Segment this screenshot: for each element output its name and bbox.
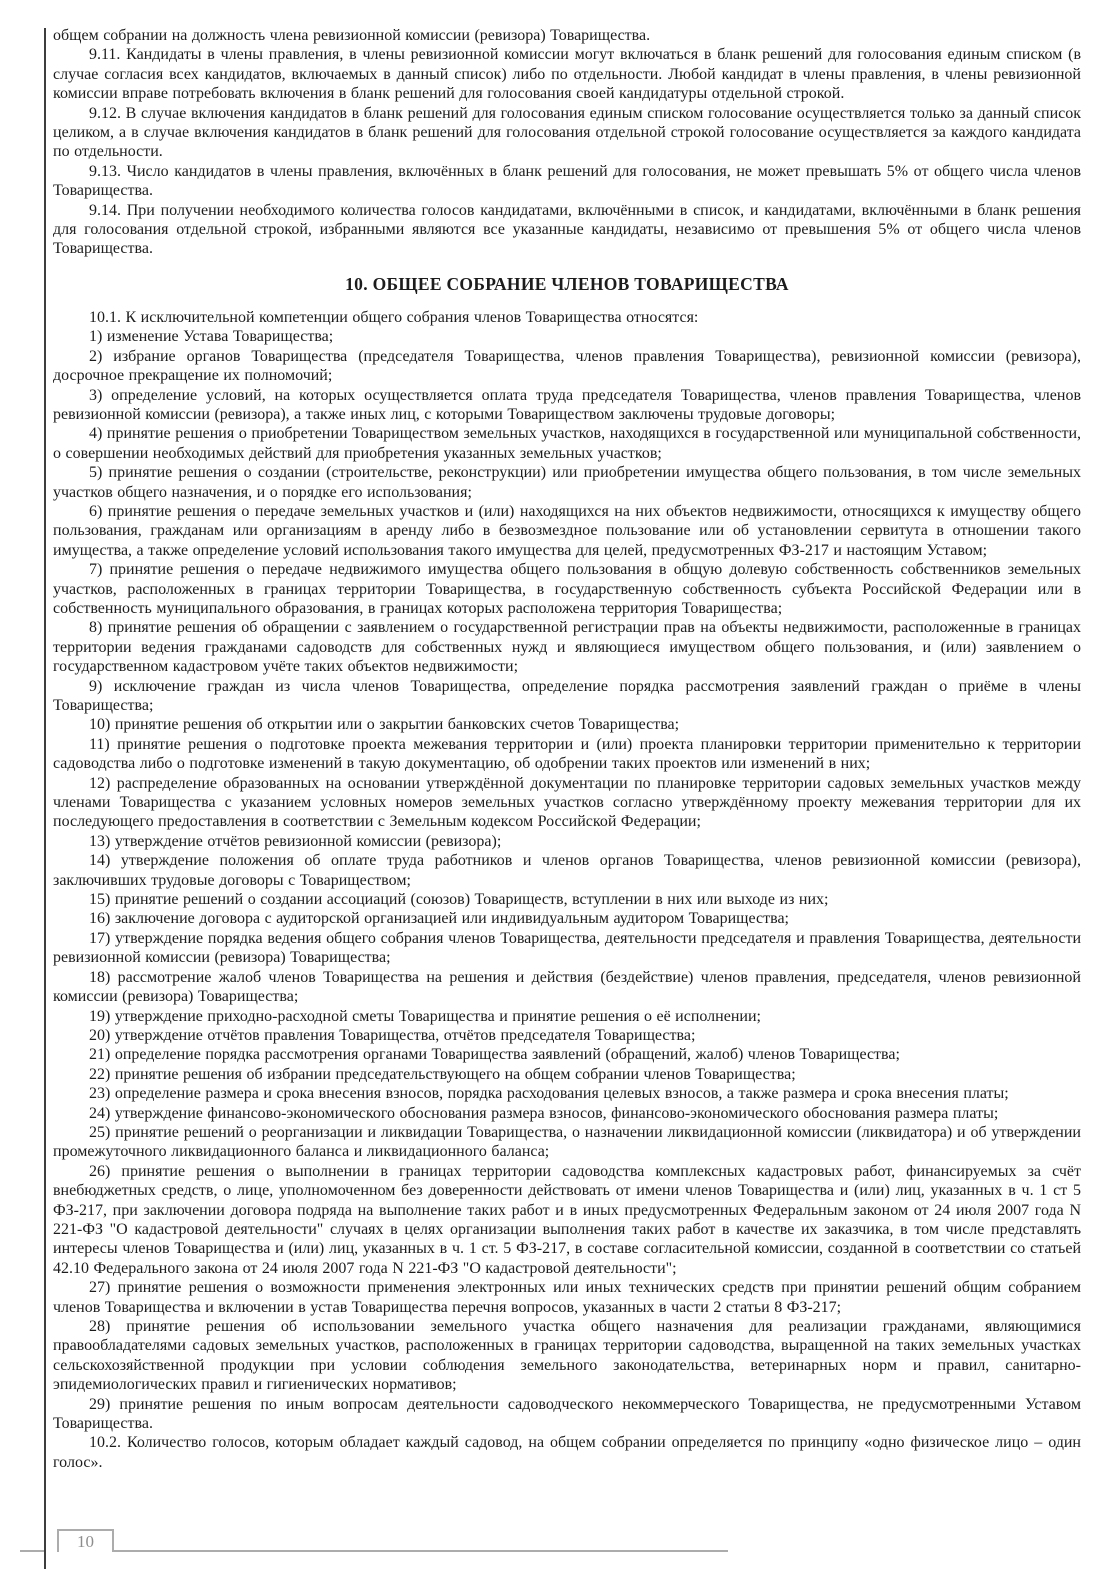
paragraph: 10.2. Количество голосов, которым обладает каждый садовод, на общем собрании определяется по принципу «одно физическое лицо – один голос». [53,1434,1081,1471]
paragraph: 25) принятие решений о реорганизации и ликвидации Товарищества, о назначении ликвидационной комиссии (ликвидатора) и об утверждении промежуточного ликвидационного баланса и ликвидационного баланса; [53,1123,1081,1161]
paragraph: 9.13. Число кандидатов в члены правления, включённых в бланк решений для голосования, не может превышать 5% от общего числа членов Товарищества. [53,162,1081,200]
paragraph: 2) избрание органов Товарищества (председателя Товарищества, членов правления Товарищества), ревизионной комиссии (ревизора), досрочное прекращение их полномочий; [53,347,1081,385]
paragraph: 10) принятие решения об открытии или о закрытии банковских счетов Товарищества; [89,716,680,734]
paragraph: 6) принятие решения о передаче земельных участков и (или) находящихся на них объектов недвижимости, относящихся к имуществу общего пользования, гражданам или организациям в аренду либо в безвозмездное пользование или об установлении сервитута в отношении такого имущества, а также определение условий использования такого имущества для целей, предусмотренных ФЗ-217 и настоящим Уставом; [53,502,1081,559]
paragraph: 21) определение порядка рассмотрения органами Товарищества заявлений (обращений, жалоб) членов Товарищества; [89,1046,900,1064]
paragraph: 11) принятие решения о подготовке проекта межевания территории и (или) проекта планировки территории применительно к территории садоводства либо о подготовке изменений в такую документацию, об одобрении таких проектов или изменений в них; [53,735,1081,773]
paragraph: 26) принятие решения о выполнении в границах территории садоводства комплексных кадастровых работ, финансируемых за счёт внебюджетных средств, о лице, уполномоченном без доверенности действовать от имени членов Товарищества и (или) лиц, указанных в ч. 1 ст 5 ФЗ-217, при заключении договора подряда на выполнение таких работ и в иных предусмотренных Федеральным законом от 24 июля 2007 года N 221-ФЗ "О кадастровой деятельности" случаях в целях организации выполнения таких работ в качестве их заказчика, в том числе представлять интересы членов Товарищества и (или) лиц, указанных в ч. 1 ст. 5 ФЗ-217, в составе согласительной комиссии, созданной в соответствии со статьей 42.10 Федерального закона от 24 июля 2007 года N 221-ФЗ "О кадастровой деятельности"; [53,1162,1081,1277]
paragraph: 18) рассмотрение жалоб членов Товарищества на решения и действия (бездействие) членов правления, председателя, членов ревизионной комиссии (ревизора) Товарищества; [53,968,1081,1006]
paragraph: 29) принятие решения по иным вопросам деятельности садоводческого некоммерческого Товарищества, не предусмотренными Уставом Товарищества. [53,1395,1081,1433]
page-number-tab [57,1529,114,1552]
paragraph: 22) принятие решения об избрании председательствующего на общем собрании членов Товарищества; [89,1065,796,1083]
footer-rule-right [112,1550,728,1552]
paragraph: 15) принятие решений о создании ассоциаций (союзов) Товариществ, вступлении в них или выходе из них; [89,891,829,909]
paragraph: 24) утверждение финансово-экономического обоснования размера взносов, финансово-экономического обоснования размера платы; [89,1104,999,1122]
paragraph: 8) принятие решения об обращении с заявлением о государственной регистрации прав на объекты недвижимости, расположенные в границах территории ведения гражданами садоводств для собственных нужд и являющиеся имуществом общего пользования, и (или) заявлением о государственном кадастровом учёте таких объектов недвижимости; [53,619,1081,676]
paragraph: 9.12. В случае включения кандидатов в бланк решений для голосования единым списком голосование осуществляется только за данный список целиком, а в случае включения кандидатов в бланк решений для голосования отдельной строкой голосование осуществляется за каждого кандидата по отдельности. [53,104,1081,161]
paragraph: 19) утверждение приходно-расходной сметы Товарищества и принятие решения о её исполнении; [89,1007,761,1025]
paragraph: 20) утверждение отчётов правления Товарищества, отчётов председателя Товарищества; [89,1026,696,1044]
paragraph: 17) утверждение порядка ведения общего собрания членов Товарищества, деятельности председателя и правления Товарищества, деятельности ревизионной комиссии (ревизора) Товарищества; [53,929,1081,967]
paragraph: 27) принятие решения о возможности применения электронных или иных технических средств при принятии решений общим собранием членов Товарищества и включении в устав Товарищества перечня вопросов, указанных в части 2 статьи 8 ФЗ-217; [53,1279,1081,1316]
paragraph: 23) определение размера и срока внесения взносов, порядка расходования целевых взносов, а также размера и срока внесения платы; [89,1085,1009,1103]
paragraph: 4) принятие решения о приобретении Товариществом земельных участков, находящихся в государственной или муниципальной собственности, о совершении необходимых действий для приобретения указанных земельных участков; [53,425,1081,462]
paragraph: 9.14. При получении необходимого количества голосов кандидатами, включёнными в список, и кандидатами, включёнными в бланк решения для голосования отдельной строкой, избранными являются все указанные кандидаты, независимо от превышения 5% от общего числа членов Товарищества. [53,201,1081,258]
paragraph: 7) принятие решения о передаче недвижимого имущества общего пользования в общую долевую собственность собственников земельных участков, расположенных в границах территории Товарищества, в государственную собственность субъекта Российской Федерации или в собственность муниципального образования, в границах которых расположена территория Товарищества; [53,561,1081,617]
paragraph: 13) утверждение отчётов ревизионной комиссии (ревизора); [89,832,502,850]
paragraph: 14) утверждение положения об оплате труда работников и членов органов Товарищества, членов ревизионной комиссии (ревизора), заключивших трудовые договоры с Товариществом; [53,852,1081,889]
footer-rule-left [20,1550,44,1552]
page-number: 10 [77,1532,94,1551]
paragraph: общем собрании на должность члена ревизионной комиссии (ревизора) Товарищества. [53,27,651,44]
document-body [53,26,1081,1472]
paragraph: 16) заключение договора с аудиторской организацией или индивидуальным аудитором Товарищества; [89,910,789,928]
paragraph: 1) изменение Устава Товарищества; [89,328,334,346]
section-heading: 10. ОБЩЕЕ СОБРАНИЕ ЧЛЕНОВ ТОВАРИЩЕСТВА [345,273,789,294]
paragraph: 10.1. К исключительной компетенции общего собрания членов Товарищества относятся: [89,308,699,326]
section-10-paragraphs [53,308,1081,1472]
paragraph: 5) принятие решения о создании (строительстве, реконструкции) или приобретении имущества общего пользования, в том числе земельных участков общего назначения, и о порядке его использования; [53,464,1081,501]
pre-section-paragraphs [53,26,1081,259]
paragraph: 9.11. Кандидаты в члены правления, в члены ревизионной комиссии могут включаться в бланк решений для голосования единым списком (в случае согласия всех кандидатов, включаемых в данный список) либо по отдельности. Любой кандидат в члены правления, в члены ревизионной комиссии вправе потребовать включения в бланк решений для голосования своей кандидатуры отдельной строкой. [53,46,1081,103]
paragraph: 3) определение условий, на которых осуществляется оплата труда председателя Товарищества, членов правления Товарищества, членов ревизионной комиссии (ревизора), а также иных лиц, с которыми Товариществом заключены трудовые договоры; [53,386,1081,423]
paragraph: 28) принятие решения об использовании земельного участка общего назначения для реализации гражданами, являющимися правообладателями садовых земельных участков, расположенных в границах территории садоводства, выращенной на таких земельных участках сельскохозяйственной продукции при условии соблюдения земельного законодательства, ветеринарных норм и правил, санитарно-эпидемиологических правил и гигиенических нормативов; [53,1318,1081,1394]
page-left-border-line [44,28,46,1569]
paragraph: 9) исключение граждан из числа членов Товарищества, определение порядка рассмотрения заявлений граждан о приёме в члены Товарищества; [53,677,1081,714]
paragraph: 12) распределение образованных на основании утверждённой документации по планировке территории садовых земельных участков между членами Товарищества с указанием условных номеров земельных участков согласно утверждённому проекту межевания территории для их последующего предоставления в соответствии с Земельным кодексом Российской Федерации; [53,774,1081,831]
